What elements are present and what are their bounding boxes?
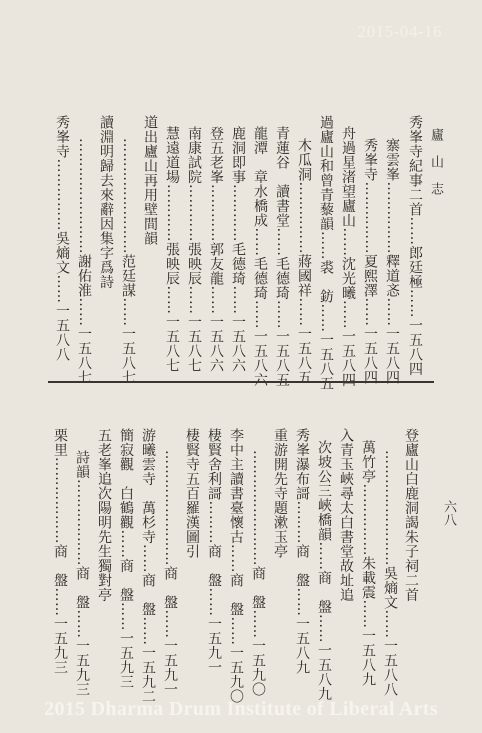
toc-entry: 讀淵明歸去來辭因集字爲詩 xyxy=(98,115,114,289)
toc-entry: 過廬山和曾青藜韻……裘 鈁……一五八五 xyxy=(318,115,334,391)
toc-entry: 五老峯追次陽明先生獨對亭 xyxy=(96,428,112,602)
toc-entry: 秀峯瀑布謌………商 盤……一五八九 xyxy=(294,428,310,675)
toc-entry: ……………………商 盤……一五九一 xyxy=(162,450,178,697)
toc-entry: 棲賢舍利謌………商 盤……一五九一 xyxy=(206,428,222,675)
toc-entry: 次坡公三峽橋韻……商 盤……一五八九 xyxy=(316,440,332,701)
section-divider xyxy=(48,381,434,383)
toc-entry: 寨雲峯……………釋道忞……一五八四 xyxy=(384,138,400,385)
toc-entry: 秀峯寺……………夏熙澤……一五八四 xyxy=(362,138,378,385)
toc-entry: ……………………商 盤……一五九〇 xyxy=(250,450,266,697)
toc-entry: 李中主讀書臺懷古……商 盤……一五九〇 xyxy=(228,428,244,704)
toc-entry: ……………………范廷謀……一五八七 xyxy=(120,138,136,385)
toc-entry: 登五老峯…………郭友龍……一五八六 xyxy=(208,126,224,373)
toc-entry: 鹿洞即事…………毛德琦……一五八六 xyxy=(230,126,246,373)
toc-entry: 南康試院…………張映辰……一五八七 xyxy=(186,126,202,373)
toc-entry: 重游開先寺題漱玉亭 xyxy=(272,428,288,559)
toc-entry: 秀峯寺……………吳熵文……一五八八 xyxy=(54,115,70,362)
toc-entry: 登廬山白鹿洞謁朱子祠二首 xyxy=(403,428,419,602)
toc-entry: ……………………謝佑淮……一五八七 xyxy=(76,138,92,385)
volume-title: 廬山志 xyxy=(428,128,443,209)
toc-entry: 栗里………………商 盤……一五九三 xyxy=(52,428,68,675)
page-number: 六八 xyxy=(441,500,456,526)
toc-entry: 棲賢寺五百羅漢圖引 xyxy=(184,428,200,559)
toc-entry: 龍潭 章水橋成……毛德琦……一五八六 xyxy=(252,126,268,387)
toc-entry: 木瓜洞……………蔣國祥……一五八五 xyxy=(296,138,312,385)
watermark: 2015 Dharma Drum Institute of Liberal Arts xyxy=(44,698,438,720)
toc-entry: ……………………吳熵文……一五八八 xyxy=(382,450,398,697)
toc-entry: 詩韻………………商 盤……一五九三 xyxy=(74,450,90,697)
toc-entry: 舟過星渚望廬山……沈光曦……一五八四 xyxy=(340,126,356,387)
toc-entry: 入青玉峽尋太白書堂故址追 xyxy=(338,428,354,602)
date-stamp: 2015-04-16 xyxy=(357,22,442,41)
toc-entry: 簡寂觀 白鶴觀……商 盤……一五九三 xyxy=(118,428,134,689)
toc-entry: 道出廬山再用壁間韻 xyxy=(142,115,158,246)
toc-entry: 游曦雲寺 萬杉寺……商 盤……一五九二 xyxy=(140,428,156,704)
toc-entry: 青蓮谷 讀書堂……毛德琦……一五八五 xyxy=(274,126,290,387)
toc-entry: 秀峯寺紀事二首……郎廷極……一五八四 xyxy=(407,115,423,376)
toc-entry: 萬竹亭……………朱載震……一五八九 xyxy=(360,440,376,687)
toc-entry: 慧遠道場…………張映辰……一五八七 xyxy=(164,126,180,373)
